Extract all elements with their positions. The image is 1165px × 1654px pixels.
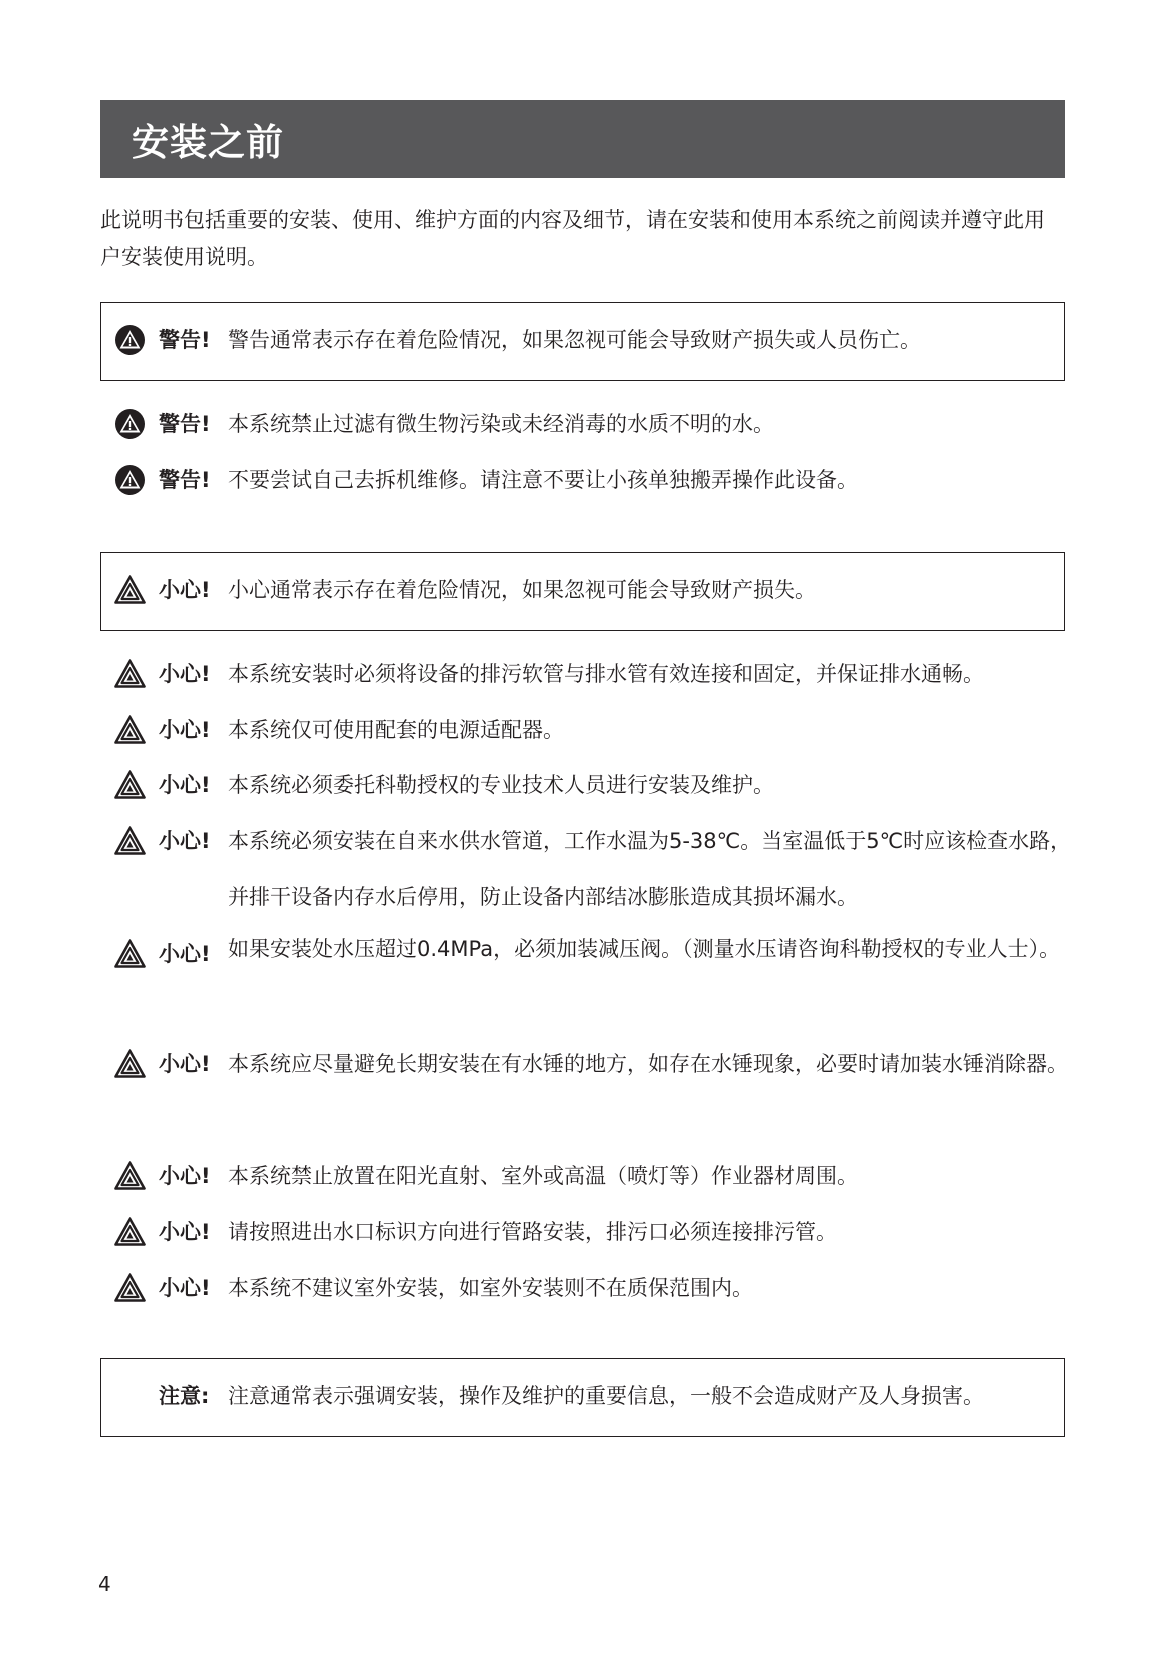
warning-text: 不要尝试自己去拆机维修。请注意不要让小孩单独搬弄操作此设备。 xyxy=(228,468,858,492)
caution-outline-icon xyxy=(114,714,146,746)
caution-tag: 小心! xyxy=(159,1052,211,1076)
caution-outline-icon xyxy=(114,1272,146,1304)
caution-tag: 小心! xyxy=(159,1164,211,1188)
caution-text: 本系统仅可使用配套的电源适配器。 xyxy=(228,718,564,742)
caution-outline-icon xyxy=(114,769,146,801)
caution-text: 本系统不建议室外安装，如室外安装则不在质保范围内。 xyxy=(228,1276,753,1300)
caution-tag: 小心! xyxy=(159,662,211,686)
caution-tag: 小心! xyxy=(159,773,211,797)
warning-tag: 警告! xyxy=(159,412,211,436)
caution-outline-icon xyxy=(114,938,146,970)
caution-outline-icon xyxy=(114,825,146,857)
warning-filled-icon xyxy=(114,408,146,440)
warning-tag: 警告! xyxy=(159,468,211,492)
caution-text: 本系统安装时必须将设备的排污软管与排水管有效连接和固定，并保证排水通畅。 xyxy=(228,662,984,686)
intro-paragraph: 此说明书包括重要的安装、使用、维护方面的内容及细节，请在安装和使用本系统之前阅读并遵守此用户安装使用说明。 xyxy=(100,208,1045,269)
caution-outline-icon xyxy=(114,1160,146,1192)
caution-tag: 小心! xyxy=(159,718,211,742)
page-title: 安装之前 xyxy=(132,121,284,164)
caution-tag: 小心! xyxy=(159,942,211,966)
warning-text: 本系统禁止过滤有微生物污染或未经消毒的水质不明的水。 xyxy=(228,412,774,436)
section-title-bar xyxy=(100,100,1065,178)
warning-definition-text: 警告通常表示存在着危险情况，如果忽视可能会导致财产损失或人员伤亡。 xyxy=(228,328,921,352)
caution-text: 本系统禁止放置在阳光直射、室外或高温（喷灯等）作业器材周围。 xyxy=(228,1164,858,1188)
warning-tag: 警告! xyxy=(159,328,211,352)
caution-definition-text: 小心通常表示存在着危险情况，如果忽视可能会导致财产损失。 xyxy=(228,578,816,602)
caution-tag: 小心! xyxy=(159,829,211,853)
caution-outline-icon xyxy=(114,574,146,606)
caution-tag: 小心! xyxy=(159,578,211,602)
notice-definition-text: 注意通常表示强调安装，操作及维护的重要信息，一般不会造成财产及人身损害。 xyxy=(228,1384,984,1408)
caution-text: 本系统必须安装在自来水供水管道，工作水温为5-38℃。当室温低于5℃时应该检查水路，并排干设备内存水后停用，防止设备内部结冰膨胀造成其损坏漏水。 xyxy=(228,829,1072,909)
caution-text: 本系统必须委托科勒授权的专业技术人员进行安装及维护。 xyxy=(228,773,774,797)
warning-filled-icon xyxy=(114,324,146,356)
caution-outline-icon xyxy=(114,1216,146,1248)
caution-tag: 小心! xyxy=(159,1276,211,1300)
caution-text: 请按照进出水口标识方向进行管路安装，排污口必须连接排污管。 xyxy=(228,1220,837,1244)
caution-outline-icon xyxy=(114,1048,146,1080)
caution-text: 如果安装处水压超过0.4MPa，必须加装减压阀。（测量水压请咨询科勒授权的专业人士）。 xyxy=(228,937,1061,961)
page-number: 4 xyxy=(98,1572,111,1596)
caution-tag: 小心! xyxy=(159,1220,211,1244)
caution-text: 本系统应尽量避免长期安装在有水锤的地方，如存在水锤现象，必要时请加装水锤消除器。 xyxy=(228,1052,1068,1076)
caution-outline-icon xyxy=(114,658,146,690)
warning-filled-icon xyxy=(114,464,146,496)
notice-tag: 注意: xyxy=(159,1384,210,1408)
